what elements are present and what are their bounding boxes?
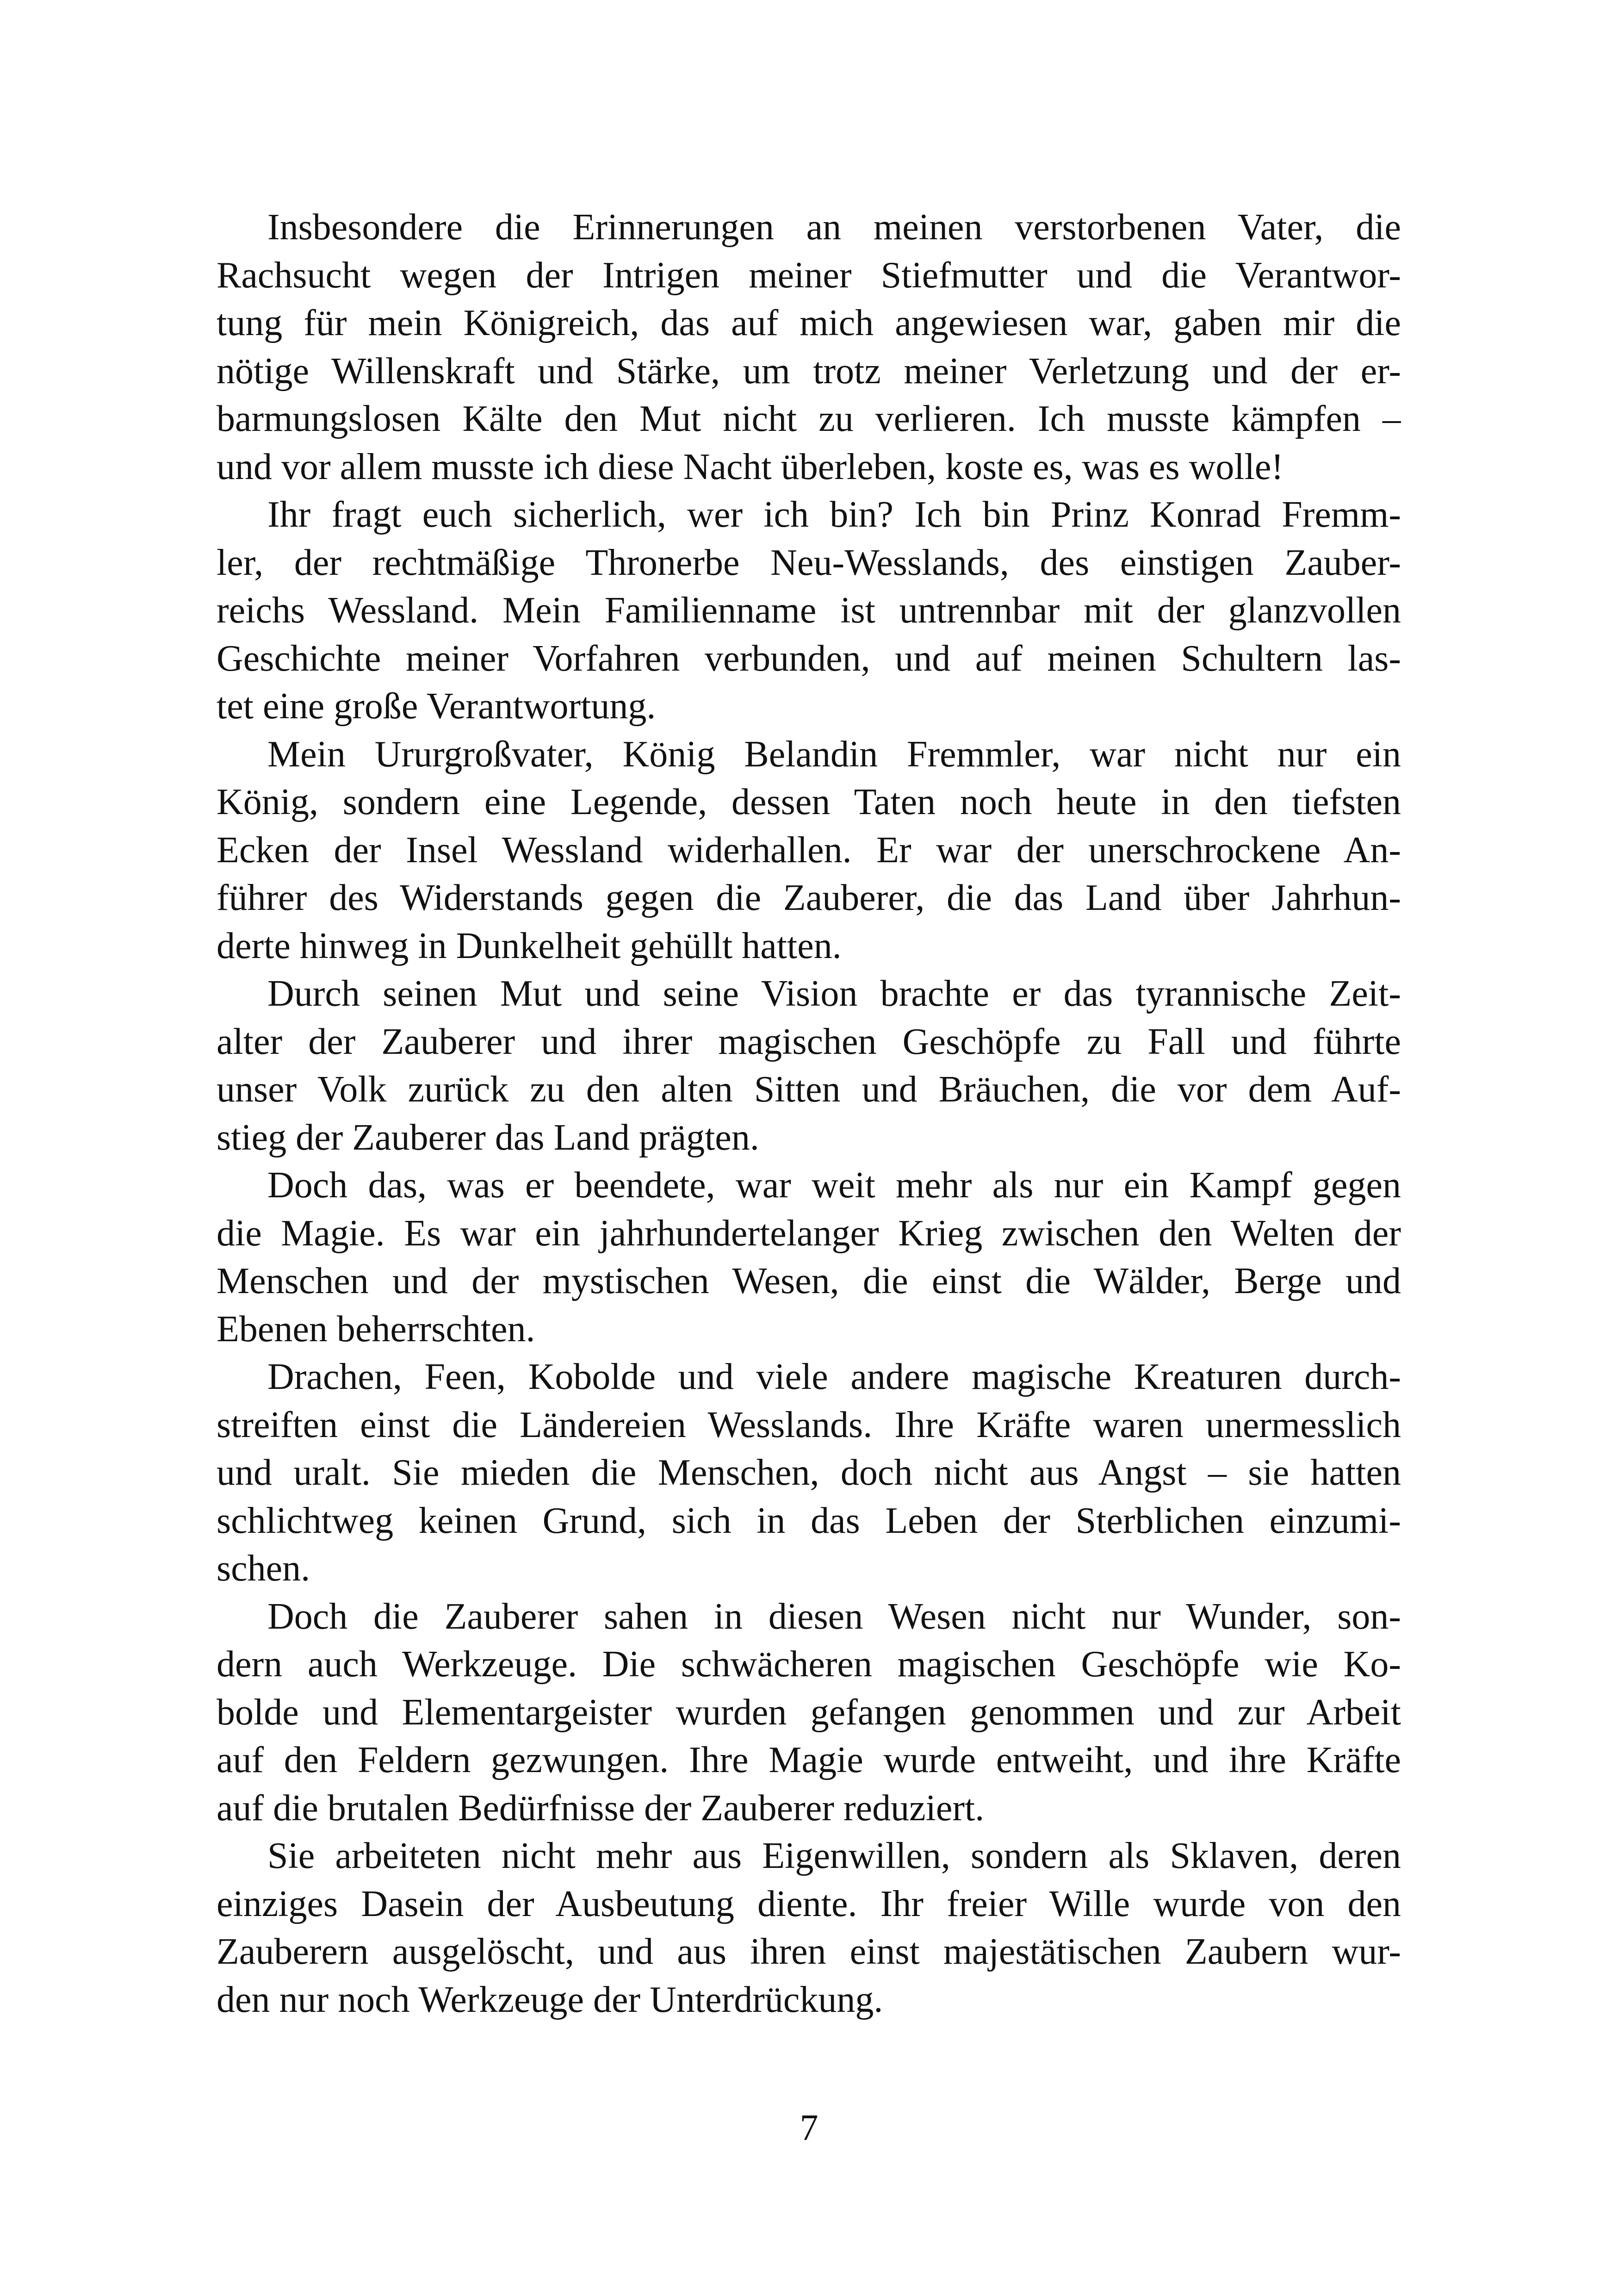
text-line: nötige Willenskraft und Stärke, um trotz meiner Verletzung und der er- <box>217 350 1401 392</box>
text-line: bolde und Elementargeister wurden gefangen genommen und zur Arbeit <box>217 1692 1401 1733</box>
text-line: Geschichte meiner Vorfahren verbunden, und auf meinen Schultern las- <box>217 638 1401 679</box>
paragraph <box>217 731 1401 971</box>
text-line: auf die brutalen Bedürfnisse der Zauberer reduziert. <box>217 1787 985 1829</box>
text-line: Mein Ururgroßvater, König Belandin Fremmler, war nicht nur ein <box>267 734 1401 775</box>
text-line: schen. <box>217 1548 310 1589</box>
text-line: stieg der Zauberer das Land prägten. <box>217 1117 759 1158</box>
paragraph <box>217 970 1401 1162</box>
text-line: schlichtweg keinen Grund, sich in das Leben der Sterblichen einzumi- <box>217 1500 1401 1541</box>
text-line: Doch das, was er beendete, war weit mehr als nur ein Kampf gegen <box>267 1165 1401 1206</box>
text-line: führer des Widerstands gegen die Zauberer, die das Land über Jahrhun- <box>217 877 1401 918</box>
text-line: dern auch Werkzeuge. Die schwächeren magischen Geschöpfe wie Ko- <box>217 1644 1401 1685</box>
body-text <box>217 204 1401 2024</box>
paragraph <box>217 1353 1401 1593</box>
text-line: barmungslosen Kälte den Mut nicht zu verlieren. Ich musste kämpfen – <box>217 398 1401 439</box>
text-line: Menschen und der mystischen Wesen, die einst die Wälder, Berge und <box>217 1261 1401 1301</box>
text-line: streiften einst die Ländereien Wesslands. Ihre Kräfte waren unermesslich <box>217 1404 1401 1445</box>
paragraph <box>217 1593 1401 1833</box>
text-line: alter der Zauberer und ihrer magischen Geschöpfe zu Fall und führte <box>217 1021 1401 1062</box>
text-line: den nur noch Werkzeuge der Unterdrückung. <box>217 1979 883 2020</box>
text-line: und uralt. Sie mieden die Menschen, doch nicht aus Angst – sie hatten <box>217 1452 1401 1493</box>
text-line: Sie arbeiteten nicht mehr aus Eigenwillen, sondern als Sklaven, deren <box>267 1836 1401 1876</box>
text-line: Ecken der Insel Wessland widerhallen. Er war der unerschrockene An- <box>217 829 1401 871</box>
text-line: König, sondern eine Legende, dessen Taten noch heute in den tiefsten <box>217 782 1401 822</box>
text-line: derte hinweg in Dunkelheit gehüllt hatten. <box>217 925 842 966</box>
text-line: Ebenen beherrschten. <box>217 1308 535 1350</box>
text-line: Doch die Zauberer sahen in diesen Wesen nicht nur Wunder, son- <box>267 1596 1401 1637</box>
text-line: Rachsucht wegen der Intrigen meiner Stiefmutter und die Verantwor- <box>217 255 1401 296</box>
text-line: Insbesondere die Erinnerungen an meinen verstorbenen Vater, die <box>267 207 1401 248</box>
paragraph <box>217 491 1401 731</box>
text-line: Drachen, Feen, Kobolde und viele andere magische Kreaturen durch- <box>267 1356 1401 1397</box>
text-line: auf den Feldern gezwungen. Ihre Magie wurde entweiht, und ihre Kräfte <box>217 1740 1401 1780</box>
text-line: Zauberern ausgelöscht, und aus ihren einst majestätischen Zaubern wur- <box>217 1931 1401 1972</box>
text-line: reichs Wessland. Mein Familienname ist untrennbar mit der glanzvollen <box>217 590 1401 631</box>
text-line: und vor allem musste ich diese Nacht überleben, koste es, was es wolle! <box>217 446 1284 487</box>
paragraph <box>217 204 1401 491</box>
text-line: einziges Dasein der Ausbeutung diente. Ihr freier Wille wurde von den <box>217 1883 1401 1924</box>
text-line: Ihr fragt euch sicherlich, wer ich bin? Ich bin Prinz Konrad Fremm- <box>267 494 1401 535</box>
text-line: ler, der rechtmäßige Thronerbe Neu-Wesslands, des einstigen Zauber- <box>217 542 1401 583</box>
text-line: unser Volk zurück zu den alten Sitten und Bräuchen, die vor dem Auf- <box>217 1069 1401 1110</box>
text-line: tet eine große Verantwortung. <box>217 686 656 727</box>
text-line: die Magie. Es war ein jahrhundertelanger Krieg zwischen den Welten der <box>217 1213 1401 1254</box>
paragraph <box>217 1832 1401 2024</box>
text-line: Durch seinen Mut und seine Vision brachte er das tyrannische Zeit- <box>267 973 1401 1014</box>
text-line: tung für mein Königreich, das auf mich angewiesen war, gaben mir die <box>217 303 1401 343</box>
paragraph <box>217 1162 1401 1353</box>
page-number: 7 <box>800 2108 818 2148</box>
